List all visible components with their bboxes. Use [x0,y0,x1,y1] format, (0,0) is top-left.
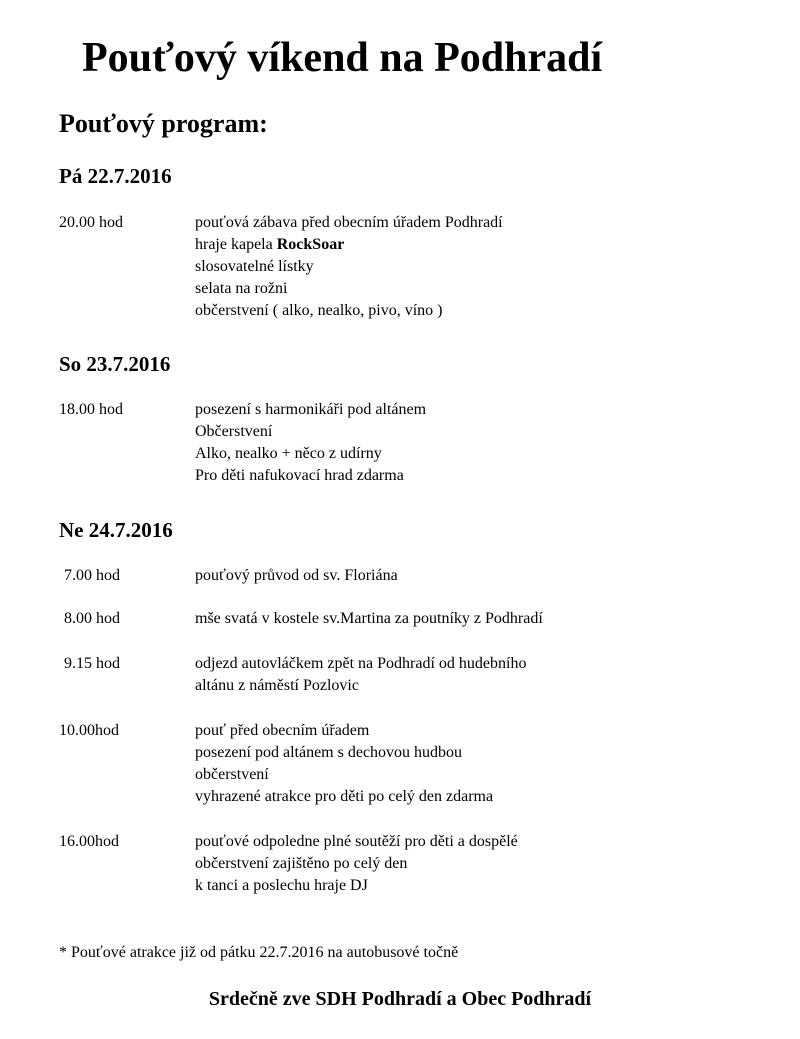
entry-line: mše svatá v kostele sv.Martina za poutníky z Podhradí [195,610,543,627]
entry-line: pouť před obecním úřadem [195,722,370,739]
entry-line: pouťový průvod od sv. Floriána [195,567,398,584]
entry-line: občerstvení ( alko, nealko, pivo, víno ) [195,302,443,319]
entry-line: Alko, nealko + něco z udírny [195,445,382,462]
entry-line: Pro děti nafukovací hrad zdarma [195,467,404,484]
entry-time: 7.00 hod [64,567,120,584]
entry-line-band [195,234,775,256]
day-heading-sunday: Ne 24.7.2016 [59,518,173,542]
entry-description [195,608,775,630]
day-heading-saturday: So 23.7.2016 [59,352,171,376]
day-heading-friday: Pá 22.7.2016 [59,164,172,188]
entry-line: občerstvení zajištěno po celý den [195,855,408,872]
entry-description [195,653,775,697]
entry-line: k tanci a poslechu hraje DJ [195,877,368,894]
page-title: Pouťový víkend na Podhradí [82,35,603,81]
entry-description [195,720,775,808]
entry-time: 10.00hod [59,722,119,739]
entry-time: 20.00 hod [59,214,123,231]
band-name: RockSoar [276,236,345,253]
entry-line: selata na rožni [195,280,288,297]
entry-line: posezení s harmonikáři pod altánem [195,401,427,418]
entry-line: slosovatelné lístky [195,258,314,275]
entry-description [195,212,775,322]
footnote: * Pouťové atrakce již od pátku 22.7.2016 na autobusové točně [59,944,459,961]
entry-line: Občerstvení [195,423,273,440]
entry-line: pouťové odpoledne plné soutěží pro děti a dospělé [195,833,518,850]
entry-line: pouťová zábava před obecním úřadem Podhradí [195,214,503,231]
entry-line: posezení pod altánem s dechovou hudbou [195,744,463,761]
entry-line: vyhrazené atrakce pro děti po celý den zdarma [195,788,494,805]
entry-description [195,565,775,587]
entry-time: 18.00 hod [59,401,123,418]
entry-line: altánu z náměstí Pozlovic [195,677,359,694]
closing-invitation: Srdečně zve SDH Podhradí a Obec Podhradí [208,988,592,1010]
entry-line: hraje kapela [195,236,277,253]
entry-time: 9.15 hod [64,655,120,672]
program-heading: Pouťový program: [59,109,268,138]
entry-line: občerstvení [195,766,269,783]
entry-description [195,399,775,487]
entry-time: 16.00hod [59,833,119,850]
entry-time: 8.00 hod [64,610,120,627]
entry-line: odjezd autovláčkem zpět na Podhradí od hudebního [195,655,527,672]
entry-description [195,831,775,897]
